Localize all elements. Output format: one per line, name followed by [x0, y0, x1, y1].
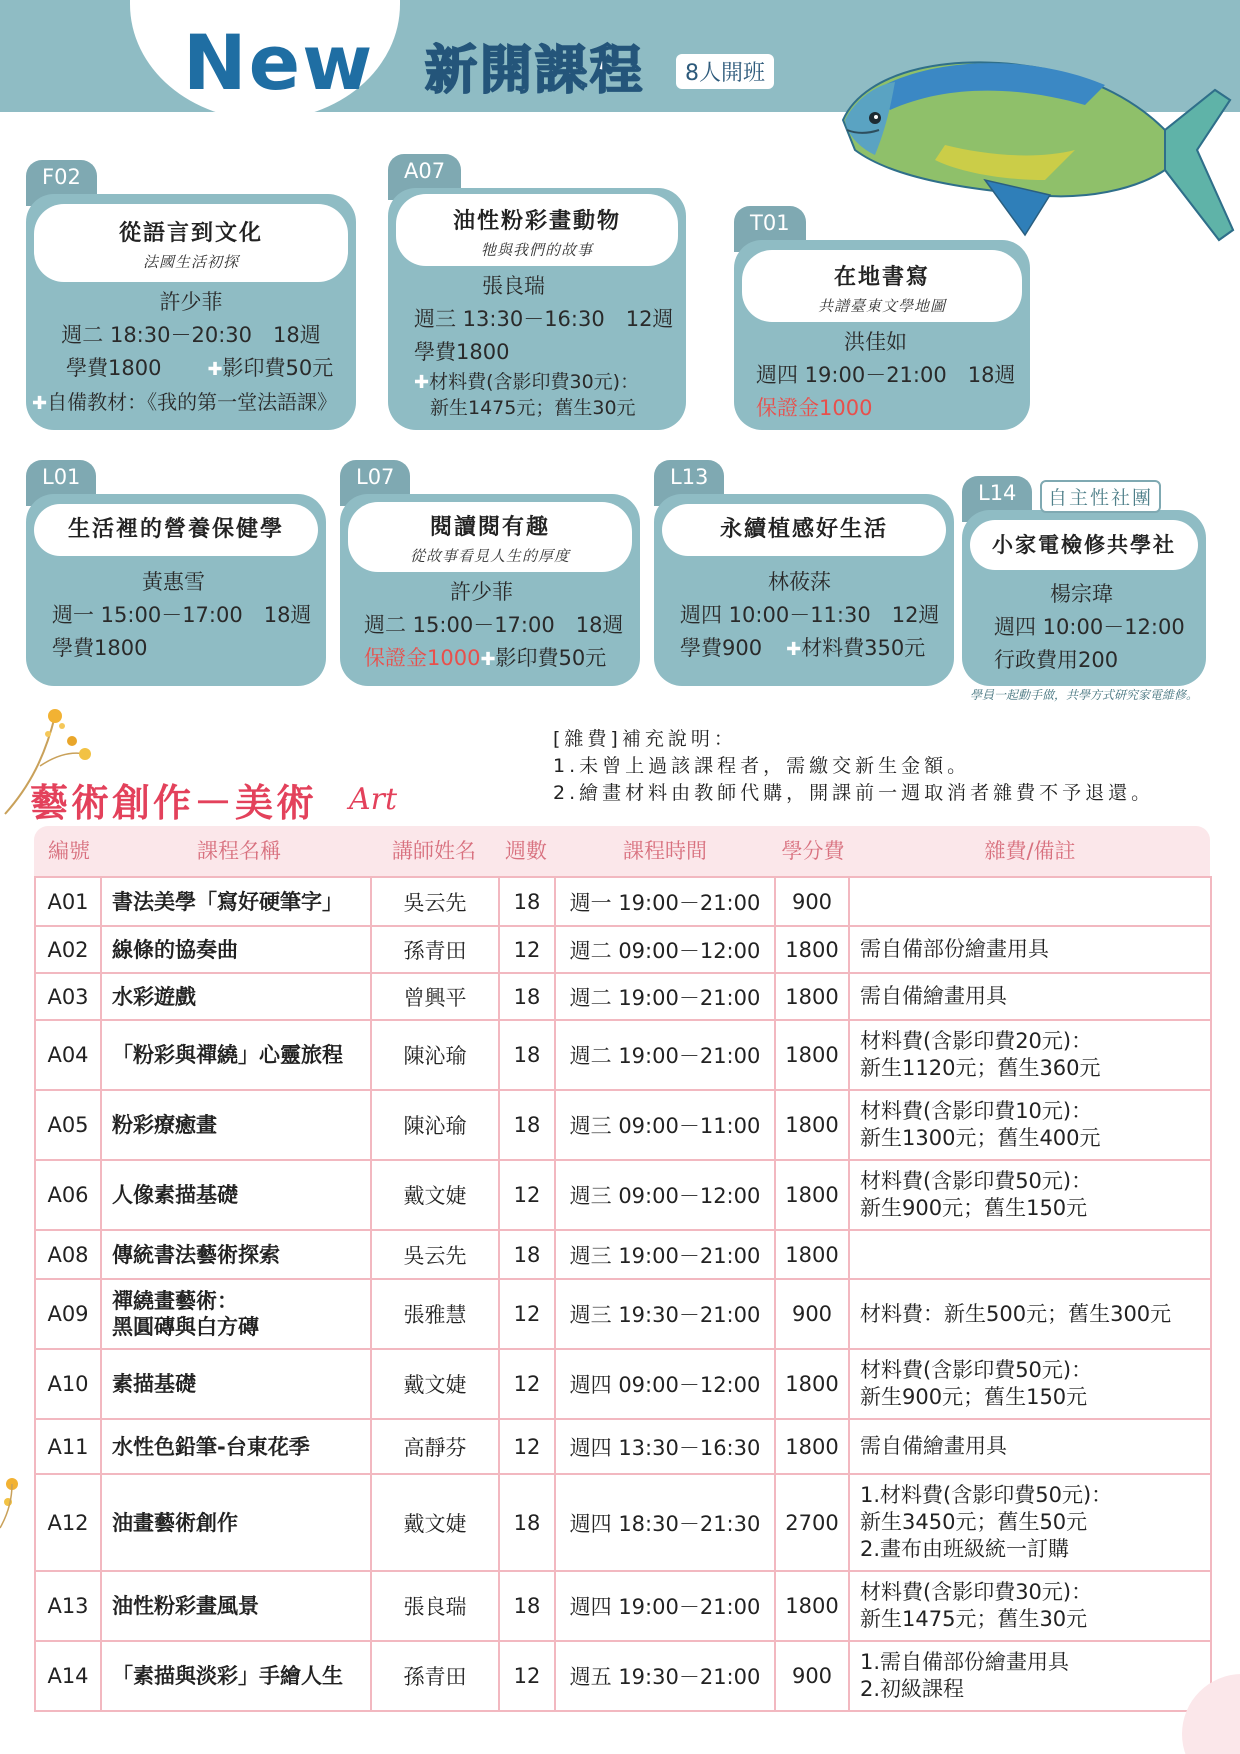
course-code-cell: A05 — [35, 1090, 101, 1160]
table-row — [35, 1349, 1211, 1419]
fee-note-line: 2.繪畫材料由教師代購，開課前一週取消者雜費不予退還。 — [553, 782, 1155, 804]
course-teacher: 張良瑞 — [482, 274, 545, 298]
column-header: 雜費/備註 — [984, 839, 1076, 863]
course-title: 閱讀閱有趣 — [429, 515, 550, 540]
time-cell: 週四 18:30－21:30 — [555, 1474, 775, 1571]
course-teacher: 楊宗瑋 — [1050, 582, 1113, 606]
note-cell: 材料費(含影印費30元)： 新生1475元；舊生30元 — [849, 1571, 1211, 1641]
course-code-cell: A09 — [35, 1279, 101, 1349]
course-card-l07[interactable] — [340, 460, 640, 686]
course-deposit: 保證金1000 — [756, 396, 873, 420]
note-cell: 1.需自備部份繪畫用具 2.初級課程 — [849, 1641, 1211, 1711]
course-teacher: 林莜莯 — [768, 570, 831, 594]
cross-bullet-icon: ✚ — [32, 393, 48, 414]
course-code-cell: A08 — [35, 1230, 101, 1279]
table-row — [35, 1571, 1211, 1641]
weeks-cell: 12 — [499, 1160, 555, 1230]
course-extra: 材料費(含影印費30元)： — [429, 371, 640, 393]
course-name-cell: 傳統書法藝術探索 — [101, 1230, 371, 1279]
time-cell: 週二 09:00－12:00 — [555, 926, 775, 973]
teacher-cell: 孫青田 — [371, 1641, 499, 1711]
teacher-cell: 戴文婕 — [371, 1474, 499, 1571]
table-row — [35, 1020, 1211, 1090]
new-label: New — [183, 18, 375, 107]
class-size-badge: 8人開班 — [676, 54, 774, 89]
note-cell: 1.材料費(含影印費50元)： 新生3450元；舊生50元 2.畫布由班級統一訂購 — [849, 1474, 1211, 1571]
course-card-t01[interactable] — [734, 206, 1030, 430]
course-name-cell: 「粉彩與禪繞」心靈旅程 — [101, 1020, 371, 1090]
course-subtitle: 從故事看見人生的厚度 — [409, 547, 570, 565]
course-card-f02[interactable] — [26, 160, 356, 430]
column-header: 週數 — [505, 839, 547, 863]
column-header: 課程時間 — [623, 839, 707, 863]
column-header: 講師姓名 — [392, 839, 476, 863]
course-schedule: 週二 15:00－17:00 18週 — [364, 613, 624, 637]
note-cell — [849, 1230, 1211, 1279]
weeks-cell: 12 — [499, 1641, 555, 1711]
column-header: 課程名稱 — [197, 839, 281, 863]
course-extra: 影印費50元 — [495, 646, 607, 670]
fee-note-line: [雜費]補充說明： — [553, 728, 737, 750]
time-cell: 週三 19:30－21:00 — [555, 1279, 775, 1349]
course-code-tab: L01 — [26, 460, 96, 506]
course-fee: 學費1800 — [414, 340, 510, 364]
course-name-cell: 禪繞畫藝術： 黑圓磚與白方磚 — [101, 1279, 371, 1349]
course-code-tab: T01 — [734, 206, 806, 252]
course-name-cell: 書法美學「寫好硬筆字」 — [101, 877, 371, 926]
note-cell: 材料費(含影印費50元)： 新生900元；舊生150元 — [849, 1349, 1211, 1419]
course-fee: 學費900 — [680, 636, 763, 660]
course-subtitle: 牠與我們的故事 — [480, 241, 593, 259]
course-code-tab: L14 — [962, 476, 1032, 522]
course-code-tab: L13 — [654, 460, 724, 506]
course-schedule: 週二 18:30－20:30 18週 — [61, 323, 321, 347]
course-code-cell: A14 — [35, 1641, 101, 1711]
column-header: 學分費 — [781, 839, 845, 863]
course-card-a07[interactable] — [388, 154, 686, 430]
weeks-cell: 18 — [499, 877, 555, 926]
time-cell: 週三 09:00－12:00 — [555, 1160, 775, 1230]
course-code-tab: L07 — [340, 460, 410, 506]
course-name-cell: 粉彩療癒畫 — [101, 1090, 371, 1160]
fee-cell: 1800 — [775, 973, 849, 1020]
time-cell: 週四 13:30－16:30 — [555, 1419, 775, 1474]
course-title: 在地書寫 — [833, 265, 930, 290]
course-code-tab: F02 — [26, 160, 97, 206]
fee-cell: 1800 — [775, 1419, 849, 1474]
time-cell: 週一 19:00－21:00 — [555, 877, 775, 926]
cross-bullet-icon: ✚ — [786, 639, 802, 660]
cross-bullet-icon: ✚ — [414, 372, 430, 393]
teacher-cell: 張雅慧 — [371, 1279, 499, 1349]
course-code-cell: A01 — [35, 877, 101, 926]
fee-cell: 1800 — [775, 1571, 849, 1641]
course-extra: 新生1475元；舊生30元 — [430, 397, 636, 419]
course-code-cell: A12 — [35, 1474, 101, 1571]
teacher-cell: 陳沁瑜 — [371, 1090, 499, 1160]
time-cell: 週四 09:00－12:00 — [555, 1349, 775, 1419]
club-badge: 自主性社團 — [1040, 480, 1161, 513]
fee-cell: 900 — [775, 877, 849, 926]
course-title: 從語言到文化 — [118, 221, 263, 246]
weeks-cell: 18 — [499, 1020, 555, 1090]
note-cell — [849, 877, 1211, 926]
course-schedule: 週四 10:00－11:30 12週 — [680, 603, 940, 627]
teacher-cell: 吳云先 — [371, 877, 499, 926]
note-cell: 需自備部份繪畫用具 — [849, 926, 1211, 973]
note-cell: 材料費：新生500元；舊生300元 — [849, 1279, 1211, 1349]
fee-cell: 1800 — [775, 1349, 849, 1419]
course-title: 生活裡的營養保健學 — [67, 517, 284, 542]
course-extra: 材料費350元 — [801, 636, 926, 660]
course-code-cell: A06 — [35, 1160, 101, 1230]
course-subtitle: 法國生活初探 — [142, 253, 239, 271]
time-cell: 週三 09:00－11:00 — [555, 1090, 775, 1160]
course-fee: 學費1800 — [52, 636, 148, 660]
fee-cell: 1800 — [775, 1160, 849, 1230]
teacher-cell: 張良瑞 — [371, 1571, 499, 1641]
note-cell: 材料費(含影印費50元)： 新生900元；舊生150元 — [849, 1160, 1211, 1230]
cross-bullet-icon: ✚ — [480, 649, 496, 670]
course-card-l13[interactable] — [654, 460, 954, 686]
weeks-cell: 18 — [499, 1230, 555, 1279]
course-name-cell: 線條的協奏曲 — [101, 926, 371, 973]
club-note: 學員一起動手做，共學方式研究家電維修。 — [970, 688, 1199, 702]
course-fee: 學費1800 — [66, 356, 162, 380]
course-name-cell: 油性粉彩畫風景 — [101, 1571, 371, 1641]
course-code-cell: A13 — [35, 1571, 101, 1641]
course-name-cell: 油畫藝術創作 — [101, 1474, 371, 1571]
weeks-cell: 18 — [499, 973, 555, 1020]
course-schedule: 週一 15:00－17:00 18週 — [52, 603, 312, 627]
course-schedule: 週四 19:00－21:00 18週 — [756, 363, 1016, 387]
table-row — [35, 1419, 1211, 1474]
weeks-cell: 18 — [499, 1474, 555, 1571]
teacher-cell: 曾興平 — [371, 973, 499, 1020]
fee-note-line: 1.未曾上過該課程者，需繳交新生金額。 — [553, 755, 971, 777]
fee-cell: 900 — [775, 1279, 849, 1349]
course-table-body — [34, 876, 1212, 1712]
time-cell: 週五 19:30－21:00 — [555, 1641, 775, 1711]
course-code-cell: A02 — [35, 926, 101, 973]
fee-notes — [553, 726, 1154, 807]
fee-cell: 1800 — [775, 926, 849, 973]
course-extra: 自備教材：《我的第一堂法語課》 — [47, 390, 338, 414]
weeks-cell: 12 — [499, 1419, 555, 1474]
note-cell: 需自備繪畫用具 — [849, 1419, 1211, 1474]
time-cell: 週四 19:00－21:00 — [555, 1571, 775, 1641]
course-name-cell: 水彩遊戲 — [101, 973, 371, 1020]
course-extra: 影印費50元 — [222, 356, 334, 380]
fee-cell: 900 — [775, 1641, 849, 1711]
weeks-cell: 18 — [499, 1571, 555, 1641]
time-cell: 週三 19:00－21:00 — [555, 1230, 775, 1279]
note-cell: 材料費(含影印費10元)： 新生1300元；舊生400元 — [849, 1090, 1211, 1160]
table-row — [35, 1160, 1211, 1230]
table-row — [35, 1474, 1211, 1571]
table-row — [35, 1279, 1211, 1349]
table-row — [35, 1090, 1211, 1160]
weeks-cell: 18 — [499, 1090, 555, 1160]
course-card-l01[interactable] — [26, 460, 326, 686]
weeks-cell: 12 — [499, 926, 555, 973]
flower-icon — [0, 1470, 26, 1530]
table-row — [35, 1230, 1211, 1279]
course-code-cell: A10 — [35, 1349, 101, 1419]
teacher-cell: 戴文婕 — [371, 1349, 499, 1419]
teacher-cell: 陳沁瑜 — [371, 1020, 499, 1090]
section-title: 藝術創作－美術 — [30, 781, 318, 825]
fee-cell: 1800 — [775, 1090, 849, 1160]
course-name-cell: 水性色鉛筆-台東花季 — [101, 1419, 371, 1474]
course-teacher: 許少菲 — [450, 580, 513, 604]
course-name-cell: 素描基礎 — [101, 1349, 371, 1419]
course-teacher: 洪佳如 — [844, 330, 907, 354]
section-subtitle: Art — [349, 782, 398, 817]
course-title: 油性粉彩畫動物 — [452, 209, 621, 234]
teacher-cell: 吳云先 — [371, 1230, 499, 1279]
fee-cell: 1800 — [775, 1230, 849, 1279]
course-name-cell: 「素描與淡彩」手繪人生 — [101, 1641, 371, 1711]
course-fee: 行政費用200 — [994, 648, 1119, 672]
course-deposit: 保證金1000 — [364, 646, 481, 670]
course-title: 小家電檢修共學社 — [992, 533, 1176, 557]
time-cell: 週二 19:00－21:00 — [555, 1020, 775, 1090]
table-row — [35, 973, 1211, 1020]
course-subtitle: 共譜臺東文學地圖 — [817, 297, 946, 315]
course-code-tab: A07 — [388, 154, 461, 200]
teacher-cell: 高靜芬 — [371, 1419, 499, 1474]
course-title: 永續植感好生活 — [719, 517, 888, 542]
table-row — [35, 926, 1211, 973]
course-name-cell: 人像素描基礎 — [101, 1160, 371, 1230]
weeks-cell: 12 — [499, 1349, 555, 1419]
teacher-cell: 孫青田 — [371, 926, 499, 973]
time-cell: 週二 19:00－21:00 — [555, 973, 775, 1020]
course-schedule: 週三 13:30－16:30 12週 — [414, 307, 674, 331]
course-schedule: 週四 10:00－12:00 — [994, 615, 1185, 639]
course-table — [34, 826, 1210, 1712]
table-header — [34, 826, 1210, 876]
course-code-cell: A04 — [35, 1020, 101, 1090]
table-row — [35, 877, 1211, 926]
cross-bullet-icon: ✚ — [207, 359, 223, 380]
course-code-cell: A03 — [35, 973, 101, 1020]
column-header: 編號 — [48, 839, 90, 863]
teacher-cell: 戴文婕 — [371, 1160, 499, 1230]
note-cell: 材料費(含影印費20元)： 新生1120元；舊生360元 — [849, 1020, 1211, 1090]
weeks-cell: 12 — [499, 1279, 555, 1349]
note-cell: 需自備繪畫用具 — [849, 973, 1211, 1020]
table-row — [35, 1641, 1211, 1711]
fee-cell: 1800 — [775, 1020, 849, 1090]
page-title: 新開課程 — [425, 41, 646, 101]
course-code-cell: A11 — [35, 1419, 101, 1474]
fee-cell: 2700 — [775, 1474, 849, 1571]
course-teacher: 黃惠雪 — [142, 570, 205, 594]
course-teacher: 許少菲 — [159, 290, 223, 314]
